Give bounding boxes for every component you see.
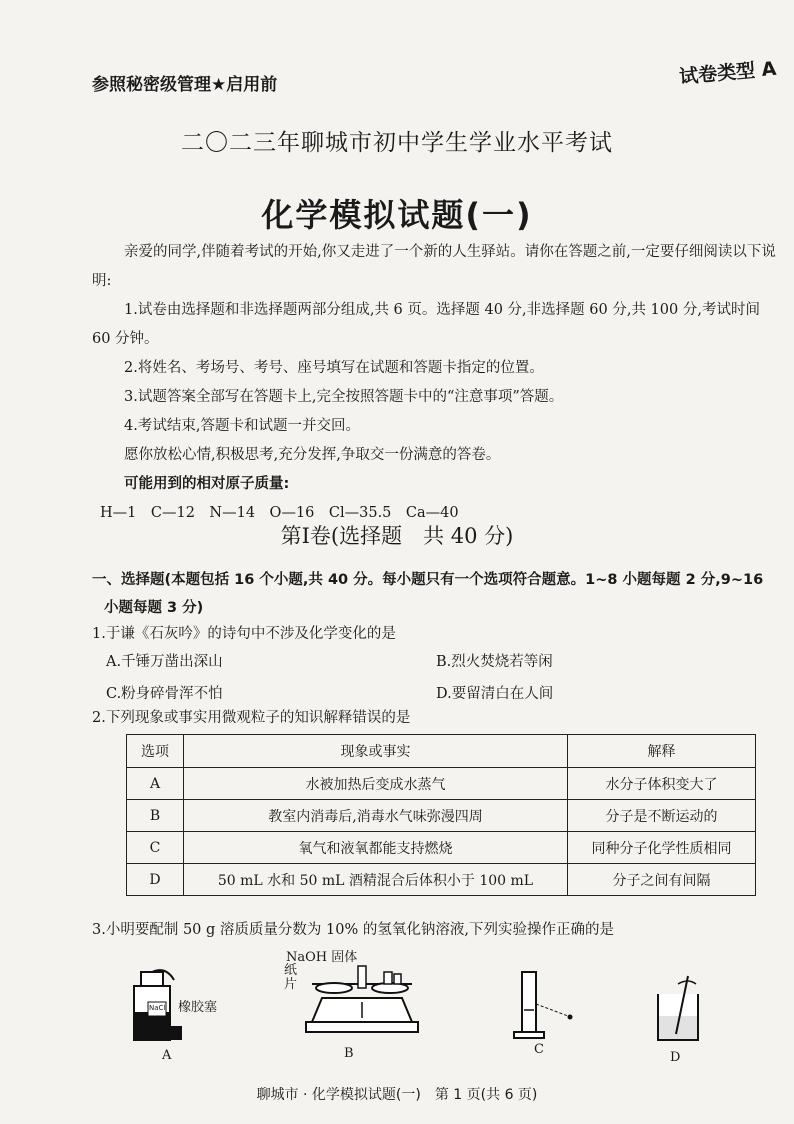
balance-foot bbox=[306, 1022, 418, 1032]
q1-option-c: C.粉身碎骨浑不怕 bbox=[106, 686, 223, 702]
q1-option-a: A.千锤万凿出深山 bbox=[106, 654, 223, 670]
paper-type: 试卷类型 A bbox=[678, 57, 777, 89]
part1-instruction bbox=[92, 566, 782, 622]
figure-c-label: C bbox=[534, 1042, 544, 1057]
question-1 bbox=[92, 620, 782, 708]
table-cell: 分子是不断运动的 bbox=[568, 800, 756, 832]
table-cell: C bbox=[127, 832, 184, 864]
part1-instruction-text: 一、选择题(本题包括 16 个小题,共 40 分。每小题只有一个选项符合题意。1~8 小题每题 2 分,9~16 小题每题 3 分) bbox=[92, 572, 764, 616]
bottle-label-text: NaCl bbox=[149, 1004, 166, 1012]
graduated-cylinder bbox=[522, 972, 536, 1032]
beaker-figure bbox=[650, 970, 710, 1046]
rule-3: 3.试题答案全部写在答题卡上,完全按照答题卡中的“注意事项”答题。 bbox=[124, 389, 564, 405]
atomic-mass-label: 可能用到的相对原子质量: bbox=[124, 476, 290, 492]
q1-option-b: B.烈火焚烧若等闲 bbox=[436, 654, 553, 670]
atomic-masses: H—1 C—12 N—14 O—16 Cl—35.5 Ca—40 bbox=[100, 505, 459, 521]
naoh-label: NaOH 固体 bbox=[286, 950, 358, 965]
q2-stem: 2.下列现象或事实用微观粒子的知识解释错误的是 bbox=[92, 710, 411, 726]
q1-option-d: D.要留清白在人间 bbox=[436, 686, 554, 702]
figure-d-label: D bbox=[670, 1050, 681, 1065]
balance-figure bbox=[292, 962, 432, 1046]
table-row bbox=[127, 832, 756, 864]
q3-stem: 3.小明要配制 50 g 溶质质量分数为 10% 的氢氧化钠溶液,下列实验操作正确的是 bbox=[92, 922, 614, 938]
table-cell: D bbox=[127, 864, 184, 896]
table-cell: 氧气和液氧都能支持燃烧 bbox=[184, 832, 568, 864]
table-header: 选项 bbox=[127, 735, 184, 768]
q1-stem: 1.于谦《石灰吟》的诗句中不涉及化学变化的是 bbox=[92, 626, 396, 642]
table-header: 解释 bbox=[568, 735, 756, 768]
main-title: 化学模拟试题(一) bbox=[261, 196, 533, 234]
weight bbox=[384, 972, 392, 984]
left-pan bbox=[316, 983, 352, 993]
confidential-note: 参照秘密级管理★启用前 bbox=[92, 75, 278, 95]
table-cell: 分子之间有间隔 bbox=[568, 864, 756, 896]
page-footer: 聊城市 · 化学模拟试题(一) 第 1 页(共 6 页) bbox=[256, 1087, 538, 1103]
sight-line bbox=[536, 1004, 568, 1016]
q2-table bbox=[126, 734, 756, 896]
cylinder-base bbox=[514, 1032, 544, 1038]
rubber-stopper bbox=[168, 1026, 182, 1040]
exam-title: 二〇二三年聊城市初中学生学业水平考试 bbox=[181, 130, 613, 156]
table-cell: 教室内消毒后,消毒水气味弥漫四周 bbox=[184, 800, 568, 832]
table-cell: A bbox=[127, 768, 184, 800]
paper-label: 纸片 bbox=[284, 963, 298, 992]
section-title: 第Ⅰ卷(选择题 共 40 分) bbox=[280, 524, 514, 548]
stopper-label: 橡胶塞 bbox=[178, 1000, 218, 1015]
eye-mark bbox=[568, 1015, 573, 1020]
table-cell: 水分子体积变大了 bbox=[568, 768, 756, 800]
bottle-neck bbox=[141, 972, 163, 986]
rule-4: 4.考试结束,答题卡和试题一并交回。 bbox=[124, 418, 360, 434]
rule-1: 1.试卷由选择题和非选择题两部分组成,共 6 页。选择题 40 分,非选择题 60 分,共 100 分,考试时间 60 分钟。 bbox=[92, 302, 760, 347]
weight bbox=[394, 974, 401, 984]
wish-text: 愿你放松心情,积极思考,充分发挥,争取交一份满意的答卷。 bbox=[124, 447, 501, 463]
table-row bbox=[127, 768, 756, 800]
figure-b-label: B bbox=[344, 1046, 354, 1061]
cylinder-figure bbox=[508, 966, 578, 1042]
intro-greeting: 亲爱的同学,伴随着考试的开始,你又走进了一个新的人生驿站。请你在答题之前,一定要仔细阅读以下说明: bbox=[92, 244, 776, 289]
table-cell: B bbox=[127, 800, 184, 832]
instructions bbox=[92, 238, 782, 528]
table-cell: 50 mL 水和 50 mL 酒精混合后体积小于 100 mL bbox=[184, 864, 568, 896]
table-header: 现象或事实 bbox=[184, 735, 568, 768]
table-header-row bbox=[127, 735, 756, 768]
balance-pillar bbox=[358, 966, 366, 988]
rule-2: 2.将姓名、考场号、考号、座号填写在试题和答题卡指定的位置。 bbox=[124, 360, 544, 376]
table-row bbox=[127, 864, 756, 896]
table-cell: 水被加热后变成水蒸气 bbox=[184, 768, 568, 800]
table-row bbox=[127, 800, 756, 832]
figure-a-label: A bbox=[162, 1048, 172, 1063]
table-cell: 同种分子化学性质相同 bbox=[568, 832, 756, 864]
